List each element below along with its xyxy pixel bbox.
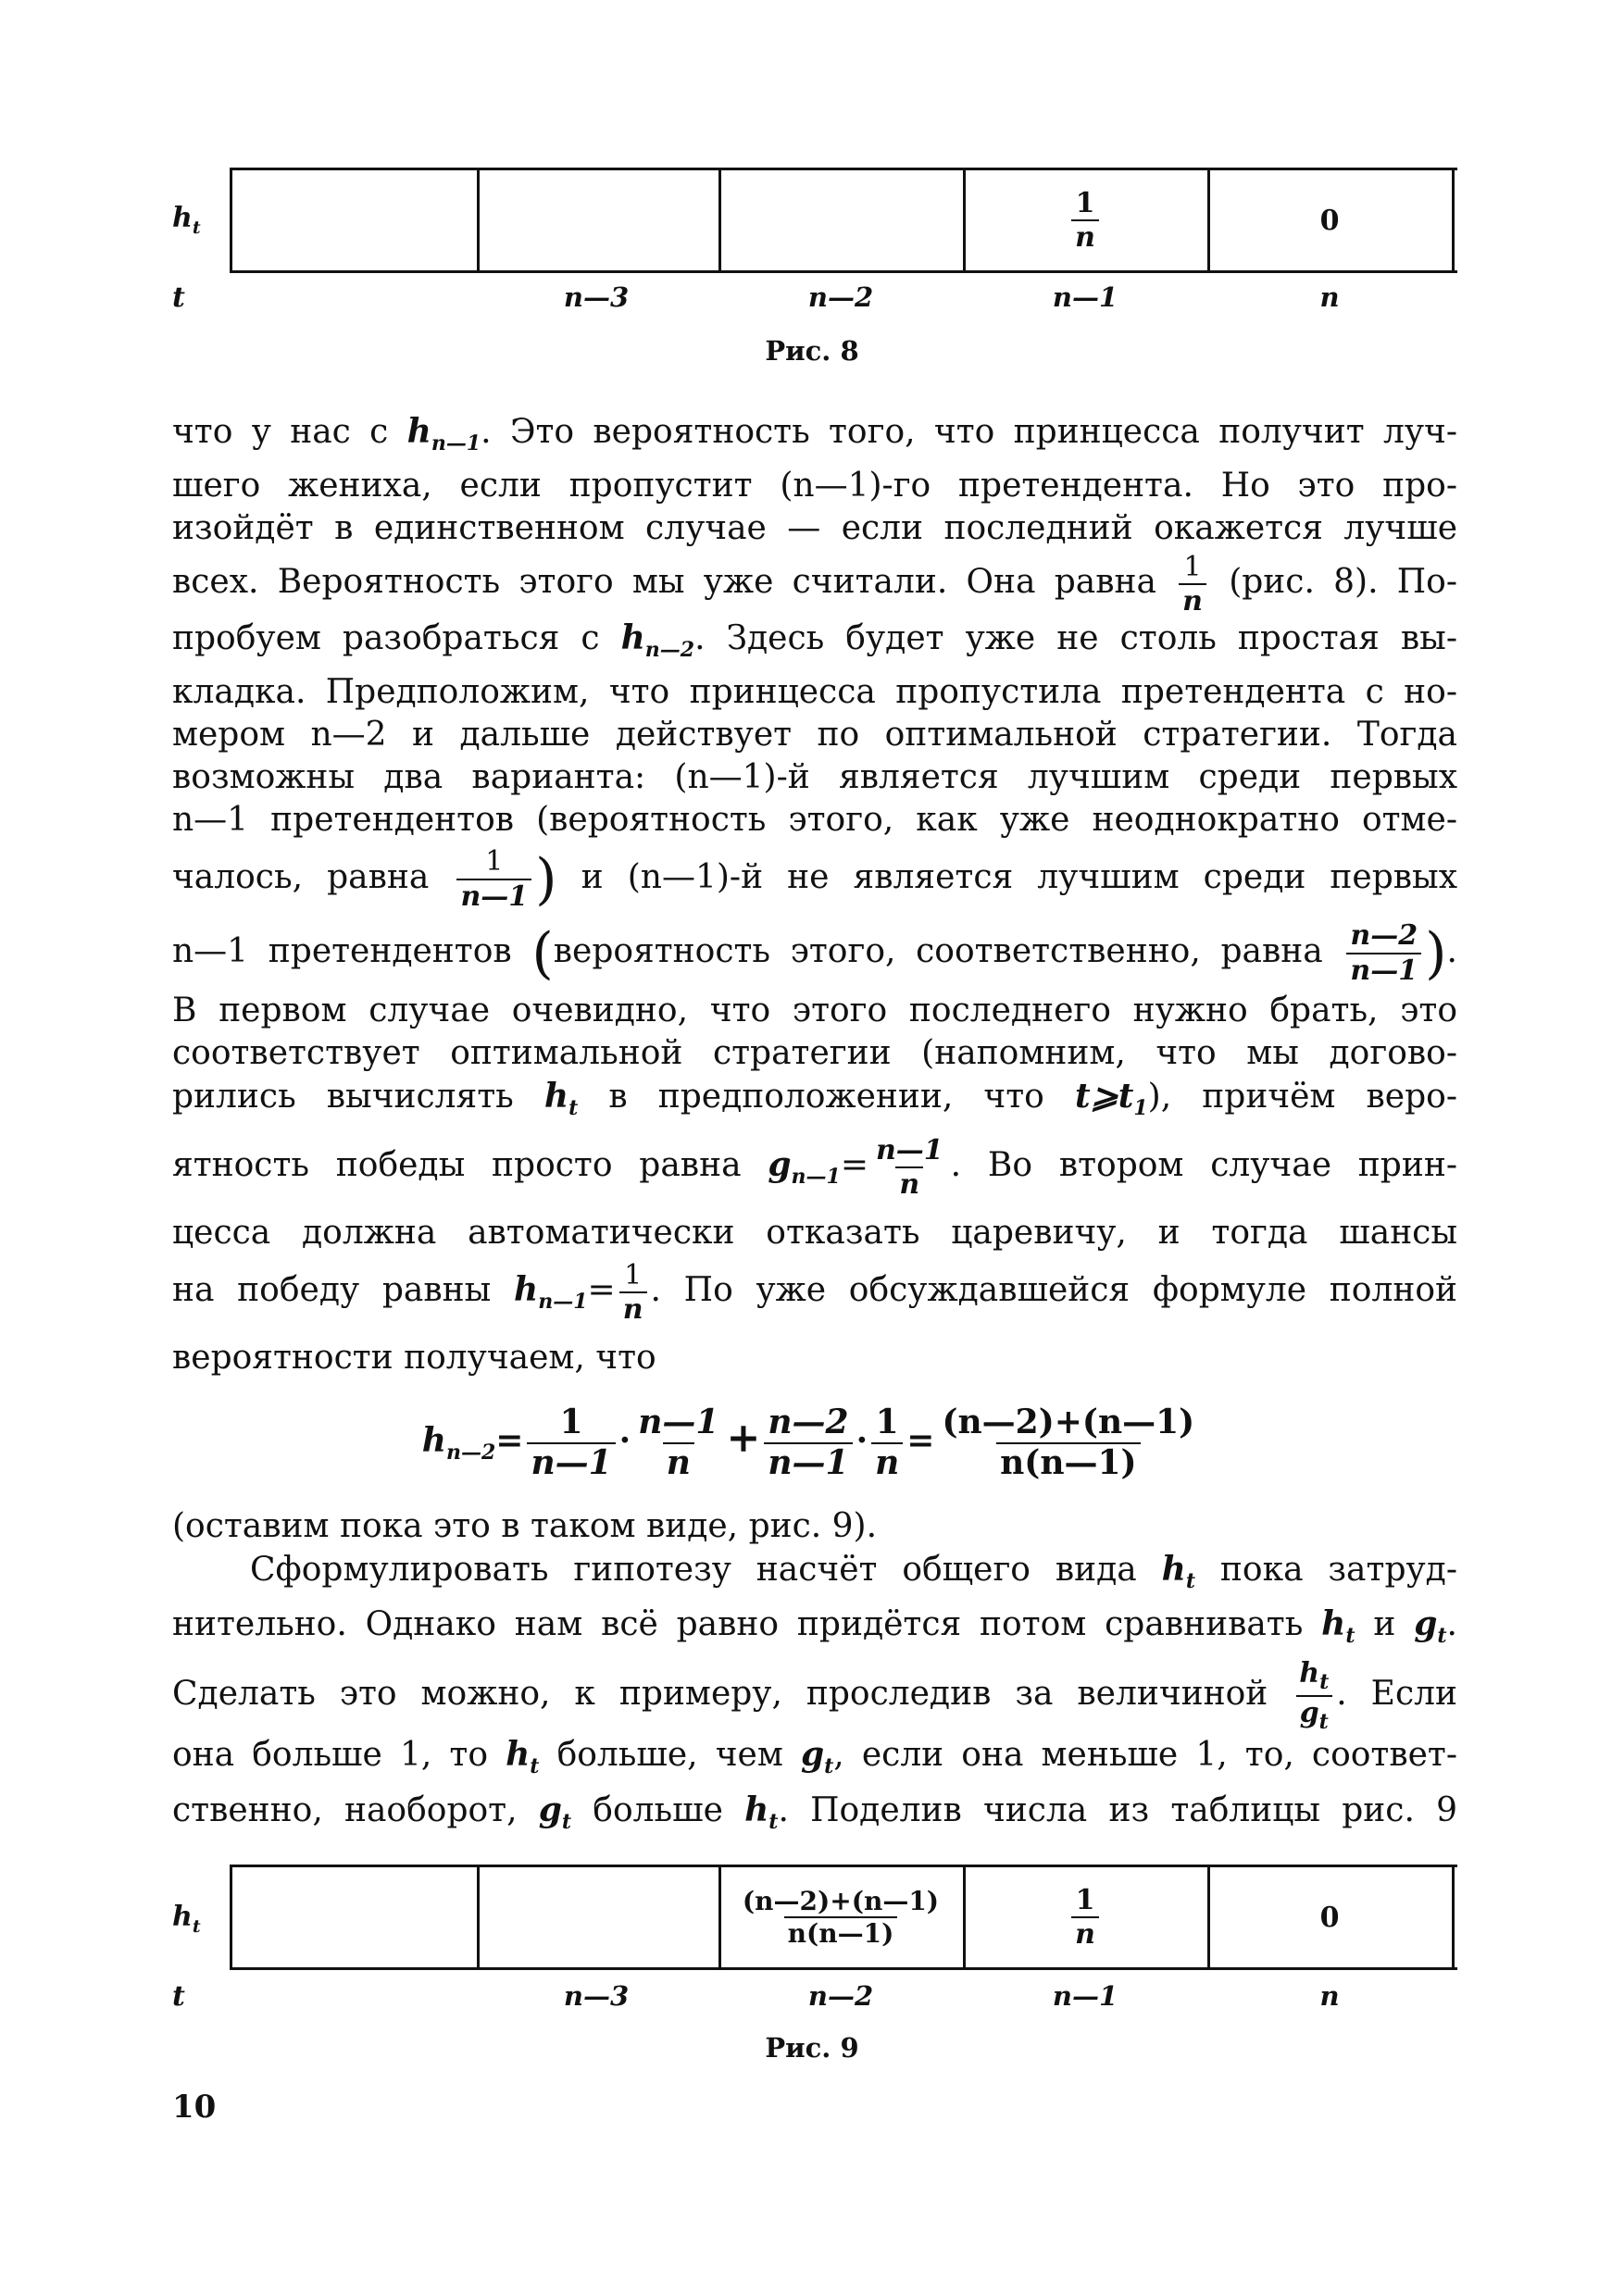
fig8-cell-3 — [718, 170, 966, 270]
text-line: кладка. Предположим, что принцесса пропустила претендента с но- — [172, 672, 1457, 711]
fig9-tick: n—2 — [807, 1980, 874, 2012]
text-line: возможны два варианта: (n—1)-й является лучшим среди первых — [172, 757, 1457, 796]
text-line: нительно. Однако нам всё равно придётся потом сравнивать $h_t$ и $g_t$. — [172, 1604, 1457, 1649]
fig8-cell-2 — [474, 170, 721, 270]
text-line: шего жениха, если пропустит (n—1)-го претендента. Но это про- — [172, 467, 1457, 505]
text-line: мером n—2 и дальше действует по оптимальной стратегии. Тогда — [172, 715, 1457, 754]
text-line: n—1 претендентов (вероятность этого, как уже неоднократно отме- — [172, 800, 1457, 839]
display-formula: $h_{n—2}=$ $\frac{1}{n—1}$ · $\frac{n—1}{n}$ + $\frac{n—2}{n—1}$ · $\frac{1}{n}$ = $\frac{(n—2)+(n—1)}{n(n—1)}$ — [421, 1403, 1195, 1482]
text-line: n—1 претендентов (вероятность этого, соответственно, равна $\frac{n—2}{n—1}$ ). — [172, 919, 1457, 987]
formula-lhs: $h_{n—2}$ — [421, 1420, 496, 1465]
fig8-row-h-label: $h_t$ — [172, 202, 201, 238]
fig9-tick: n—3 — [563, 1980, 630, 2012]
fig9-cell-4: $\frac{1}{n}$ — [963, 1867, 1210, 1967]
fig8-row-t-label: t — [172, 281, 185, 314]
fig9-tick: n—1 — [1052, 1980, 1118, 2012]
text-line: соответствует оптимальной стратегии (напомним, что мы догово- — [172, 1033, 1457, 1072]
page-number: 10 — [172, 2089, 217, 2126]
fig9-cell-5: 0 — [1207, 1867, 1455, 1967]
main-text-paragraph-1 — [172, 410, 1457, 1379]
text-line: Сформулировать гипотезу насчёт общего вида $h_t$ пока затруд- — [250, 1550, 1457, 1594]
fig9-caption: Рис. 9 — [765, 2032, 859, 2064]
text-line: чалось, равна $\frac{1}{n—1}$ ) и (n—1)-й не является лучшим среди первых — [172, 845, 1458, 913]
fig8-tick: n—1 — [1052, 281, 1118, 313]
fig9-cell-3: $\frac{(n—2)+(n—1)}{n(n—1)}$ — [718, 1867, 966, 1967]
text-line: Сделать это можно, к примеру, проследив за величиной $\frac{h_t}{g_t}$ . Если — [172, 1657, 1457, 1735]
fig8-tick: n — [1319, 281, 1340, 313]
fig9-cell-2 — [474, 1867, 721, 1967]
text-line: что у нас с $h_{n—1}$. Это вероятность того, что принцесса получит луч- — [172, 412, 1457, 456]
text-line: изойдёт в единственном случае — если последний окажется лучше — [172, 509, 1457, 548]
fig8-cell-1 — [230, 170, 480, 270]
fig9-row-h-label: $h_t$ — [172, 1901, 201, 1937]
text-line: на победу равны $h_{n—1}=$ $\frac{1}{n}$ . По уже обсуждавшейся формуле полной — [172, 1258, 1458, 1327]
fig8-caption: Рис. 8 — [765, 335, 859, 367]
fig8-tick: n—2 — [807, 281, 874, 313]
text-line: ственно, наоборот, $g_t$ больше $h_t$. Поделив числа из таблицы рис. 9 — [172, 1790, 1457, 1834]
fig9-tick: n — [1319, 1980, 1340, 2012]
text-line: ятность победы просто равна $g_{n—1}=$ $\frac{n—1}{n}$ . Во втором случае прин- — [172, 1133, 1457, 1202]
text-line: вероятности получаем, что — [172, 1339, 656, 1378]
text-line: цесса должна автоматически отказать царевичу, и тогда шансы — [172, 1214, 1457, 1253]
text-line: В первом случае очевидно, что этого последнего нужно брать, это — [172, 991, 1457, 1029]
fig9-row-t-label: t — [172, 1980, 185, 2013]
fig8-tick: n—3 — [563, 281, 630, 313]
main-text-paragraph-2 — [172, 1505, 1457, 1843]
text-line: пробуем разобраться с $h_{n—2}$. Здесь будет уже не столь простая вы- — [172, 617, 1457, 662]
text-line: (оставим пока это в таком виде, рис. 9). — [172, 1507, 878, 1545]
fig8-table — [230, 168, 1457, 273]
fig9-table — [230, 1865, 1457, 1970]
fig9-cell-1 — [230, 1867, 480, 1967]
text-line: всех. Вероятность этого мы уже считали. Она равна $\frac{1}{n}$ (рис. 8). По- — [172, 550, 1457, 618]
text-line: она больше 1, то $h_t$ больше, чем $g_t$, если она меньше 1, то, соответ- — [172, 1735, 1457, 1779]
fig8-cell-4: $\frac{1}{n}$ — [963, 170, 1210, 270]
text-line: рились вычислять $h_t$ в предположении, что $t⩾t_1$), причём веро- — [172, 1076, 1457, 1121]
fig8-cell-5: 0 — [1207, 170, 1455, 270]
